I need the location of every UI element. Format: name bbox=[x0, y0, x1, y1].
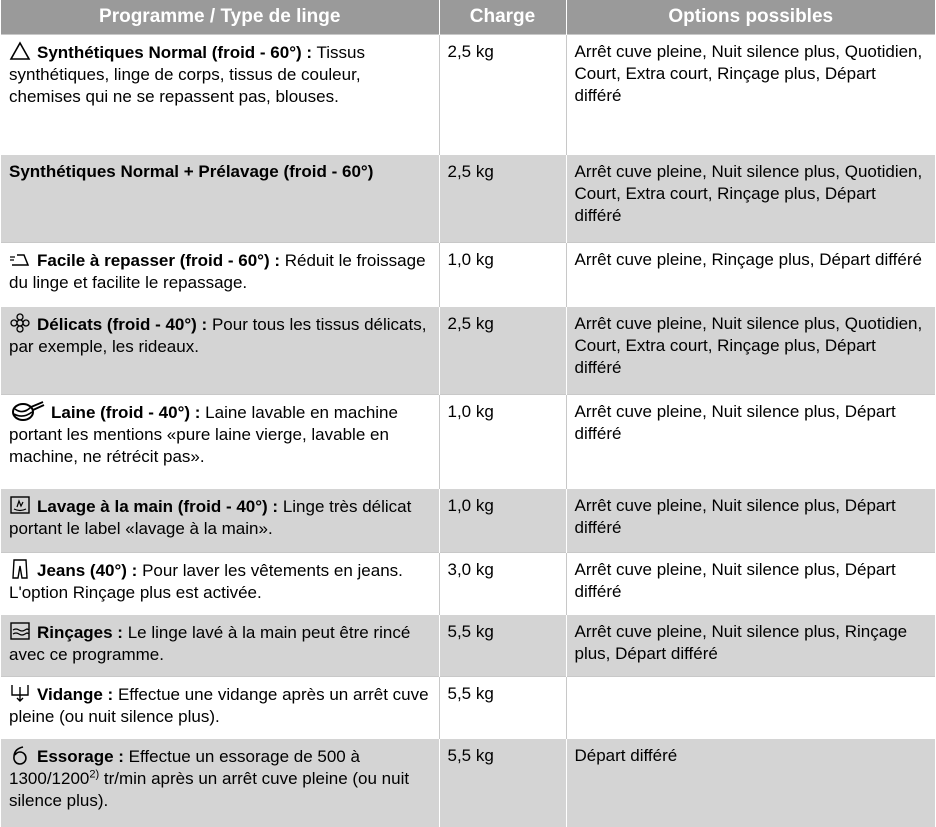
programme-desc: Le linge lavé à la main peut être rincé avec ce programme. bbox=[9, 623, 411, 664]
programme-desc: Pour laver les vêtements en jeans. L'option Rinçage plus est activée. bbox=[9, 561, 403, 602]
options-cell: Départ différé bbox=[566, 739, 935, 827]
programme-desc: Laine lavable en machine portant les mentions «pure laine vierge, lavable en machine, ne rétrécit pas». bbox=[9, 403, 398, 466]
programme-name: Délicats (froid - 40°) : bbox=[37, 315, 208, 334]
options-cell: Arrêt cuve pleine, Nuit silence plus, Départ différé bbox=[566, 395, 935, 489]
programme-table bbox=[1, 0, 935, 827]
options-cell: Arrêt cuve pleine, Nuit silence plus, Départ différé bbox=[566, 489, 935, 553]
charge-cell: 5,5 kg bbox=[439, 677, 566, 739]
charge-cell: 1,0 kg bbox=[439, 243, 566, 307]
rinse-icon bbox=[9, 621, 31, 641]
programme-cell bbox=[1, 615, 439, 677]
charge-cell: 1,0 kg bbox=[439, 395, 566, 489]
programme-cell bbox=[1, 243, 439, 307]
options-cell: Arrêt cuve pleine, Nuit silence plus, Quotidien, Court, Extra court, Rinçage plus, Départ différé bbox=[566, 155, 935, 243]
programme-cell bbox=[1, 155, 439, 243]
table-row bbox=[1, 615, 935, 677]
programme-desc: Pour tous les tissus délicats, par exemple, les rideaux. bbox=[9, 315, 427, 356]
options-cell: Arrêt cuve pleine, Nuit silence plus, Quotidien, Court, Extra court, Rinçage plus, Départ différé bbox=[566, 35, 935, 155]
programme-cell bbox=[1, 307, 439, 395]
wool-icon bbox=[9, 401, 45, 421]
table-row bbox=[1, 739, 935, 827]
programme-name: Laine (froid - 40°) : bbox=[51, 403, 201, 422]
programme-desc-pre: Effectue un essorage de 500 à 1300/1200 bbox=[9, 747, 360, 788]
drain-icon bbox=[9, 683, 31, 703]
footnote-ref: 2) bbox=[89, 768, 100, 781]
charge-cell: 1,0 kg bbox=[439, 489, 566, 553]
charge-cell: 2,5 kg bbox=[439, 155, 566, 243]
programme-cell bbox=[1, 489, 439, 553]
table-row bbox=[1, 243, 935, 307]
options-cell bbox=[566, 677, 935, 739]
header-charge: Charge bbox=[439, 0, 566, 35]
jeans-icon bbox=[9, 559, 31, 579]
programme-desc: Réduit le froissage du linge et facilite le repassage. bbox=[9, 251, 426, 292]
charge-cell: 2,5 kg bbox=[439, 307, 566, 395]
header-row bbox=[1, 0, 935, 35]
programme-cell bbox=[1, 739, 439, 827]
programme-cell bbox=[1, 395, 439, 489]
programme-name: Synthétiques Normal (froid - 60°) : bbox=[37, 43, 313, 62]
table-row bbox=[1, 489, 935, 553]
table-row bbox=[1, 553, 935, 615]
table-row bbox=[1, 155, 935, 243]
programme-name: Essorage : bbox=[37, 747, 124, 766]
handwash-icon bbox=[9, 495, 31, 515]
charge-cell: 2,5 kg bbox=[439, 35, 566, 155]
iron-icon bbox=[9, 249, 31, 269]
header-options: Options possibles bbox=[566, 0, 935, 35]
spin-icon bbox=[9, 745, 31, 765]
options-cell: Arrêt cuve pleine, Nuit silence plus, Rinçage plus, Départ différé bbox=[566, 615, 935, 677]
table-row bbox=[1, 307, 935, 395]
options-cell: Arrêt cuve pleine, Nuit silence plus, Départ différé bbox=[566, 553, 935, 615]
programme-name: Jeans (40°) : bbox=[37, 561, 138, 580]
programme-cell bbox=[1, 677, 439, 739]
programme-name: Facile à repasser (froid - 60°) : bbox=[37, 251, 280, 270]
charge-cell: 5,5 kg bbox=[439, 739, 566, 827]
flower-icon bbox=[9, 313, 31, 333]
programme-desc: tr/min après un arrêt cuve pleine (ou nuit silence plus). bbox=[9, 769, 410, 810]
triangle-icon bbox=[9, 41, 31, 61]
programme-name: Synthétiques Normal + Prélavage (froid - 60°) bbox=[9, 162, 374, 181]
charge-cell: 5,5 kg bbox=[439, 615, 566, 677]
programme-desc: Effectue une vidange après un arrêt cuve pleine (ou nuit silence plus). bbox=[9, 685, 429, 726]
programme-cell bbox=[1, 553, 439, 615]
table-row bbox=[1, 395, 935, 489]
programme-cell bbox=[1, 35, 439, 155]
programme-desc: Tissus synthétiques, linge de corps, tissus de couleur, chemises qui ne se repassent pas, blouses. bbox=[9, 43, 365, 106]
charge-cell: 3,0 kg bbox=[439, 553, 566, 615]
table-row bbox=[1, 677, 935, 739]
table-row bbox=[1, 35, 935, 155]
programme-name: Vidange : bbox=[37, 685, 114, 704]
programme-name: Rinçages : bbox=[37, 623, 123, 642]
header-programme: Programme / Type de linge bbox=[1, 0, 439, 35]
options-cell: Arrêt cuve pleine, Nuit silence plus, Quotidien, Court, Extra court, Rinçage plus, Départ différé bbox=[566, 307, 935, 395]
programme-desc: Linge très délicat portant le label «lavage à la main». bbox=[9, 497, 412, 538]
programme-name: Lavage à la main (froid - 40°) : bbox=[37, 497, 279, 516]
options-cell: Arrêt cuve pleine, Rinçage plus, Départ différé bbox=[566, 243, 935, 307]
